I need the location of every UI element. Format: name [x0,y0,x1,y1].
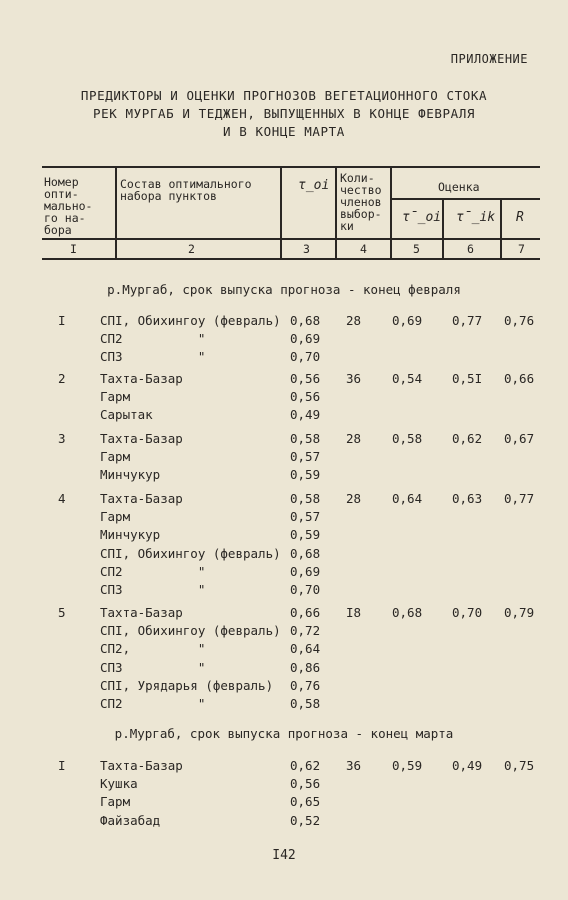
station-name: Тахта-Базар [100,605,183,620]
mean-tau-oi-value: 0,69 [392,313,423,328]
col-number-5: 5 [413,242,420,256]
title-line-1: ПРЕДИКТОРЫ И ОЦЕНКИ ПРОГНОЗОВ ВЕГЕТАЦИОННОГО СТОКА [80,88,488,103]
tau-oi-value: 0,59 [290,467,321,483]
page-number: I42 [272,848,296,863]
station-name: Тахта-Базар [100,371,183,386]
station-name: Гарм [100,449,131,465]
set-number: 2 [58,371,66,386]
mean-tau-oi-value: 0,64 [392,491,423,506]
mean-tau-ik-value: 0,49 [452,758,483,773]
header-sample-size: Коли- чество членов выбор- ки [340,171,382,233]
mean-tau-oi-value: 0,59 [392,758,423,773]
station-name: СПI, Урядарья (февраль) [100,677,274,693]
tau-oi-value: 0,68 [290,545,321,561]
station-name: Тахта-Базар [100,758,183,773]
station-name: СП2, " [100,641,206,657]
header-evaluation: Оценка [438,180,480,194]
mean-tau-ik-value: 0,77 [452,313,483,328]
header-mean-tau-oi: τ̄_oi [402,210,442,225]
col-number-2: 2 [188,242,195,256]
station-name: СПI, Обихингоу (февраль) [100,623,281,639]
tau-oi-value: 0,58 [290,431,321,446]
tau-oi-value: 0,72 [290,623,321,639]
mean-tau-ik-value: 0,70 [452,605,483,620]
header-set-composition: Состав оптимального набора пунктов [120,177,252,203]
station-name: СП3 " [100,582,206,597]
sample-size: 28 [346,491,362,506]
col-number-3: 3 [303,242,310,256]
tau-oi-value: 0,68 [290,313,321,328]
station-name: СП3 " [100,349,206,365]
tau-oi-value: 0,69 [290,331,321,347]
set-number: 3 [58,431,66,446]
tau-oi-value: 0,86 [290,659,321,675]
station-name: Гарм [100,389,131,405]
tau-oi-value: 0,59 [290,527,321,543]
sample-size: 36 [346,758,362,773]
tau-oi-value: 0,56 [290,371,321,386]
station-name: Гарм [100,794,131,810]
station-name: Минчукур [100,467,161,483]
header-set-number: Номер опти- мально- го на- бора [44,175,93,237]
set-number: I [58,758,66,773]
sample-size: 36 [346,371,362,386]
tau-oi-value: 0,66 [290,605,321,620]
tau-oi-value: 0,52 [290,812,321,828]
tau-oi-value: 0,58 [290,696,321,711]
tau-oi-value: 0,57 [290,449,321,465]
station-name: Кушка [100,776,138,792]
col-number-4: 4 [360,242,367,256]
mean-tau-ik-value: 0,5I [452,371,483,386]
sample-size: 28 [346,313,362,328]
station-name: СП2 " [100,696,206,711]
r-value: 0,66 [504,371,535,386]
tau-oi-value: 0,56 [290,776,321,792]
tau-oi-value: 0,57 [290,509,321,525]
r-value: 0,77 [504,491,535,506]
header-r: R [516,210,524,225]
station-name: СПI, Обихингоу (февраль) [100,313,281,328]
tau-oi-value: 0,70 [290,582,321,597]
header-tau-oi: τ_oi [298,178,330,193]
sample-size: 28 [346,431,362,446]
tau-oi-value: 0,62 [290,758,321,773]
tau-oi-value: 0,69 [290,563,321,579]
r-value: 0,76 [504,313,535,328]
mean-tau-oi-value: 0,58 [392,431,423,446]
station-name: Минчукур [100,527,161,543]
col-number-6: 6 [467,242,474,256]
tau-oi-value: 0,49 [290,407,321,423]
station-name: Сарытак [100,407,153,423]
tau-oi-value: 0,64 [290,641,321,657]
sample-size: I8 [346,605,362,620]
col-number-7: 7 [518,242,525,256]
col-number-1: I [70,242,77,256]
set-number: 4 [58,491,66,506]
station-name: СП2 " [100,563,206,579]
station-name: СП3 " [100,659,206,675]
set-number: I [58,313,66,328]
station-name: Гарм [100,509,131,525]
station-name: Файзабад [100,812,161,828]
tau-oi-value: 0,56 [290,389,321,405]
appendix-label: ПРИЛОЖЕНИЕ [450,52,528,66]
header-mean-tau-ik: τ̄_ik [456,210,496,225]
section-title: р.Мургаб, срок выпуска прогноза - конец марта [114,726,454,741]
r-value: 0,79 [504,605,535,620]
title-line-2: РЕК МУРГАБ И ТЕДЖЕН, ВЫПУЩЕННЫХ В КОНЦЕ ФЕВРАЛЯ [93,106,475,121]
tau-oi-value: 0,76 [290,677,321,693]
r-value: 0,67 [504,431,535,446]
tau-oi-value: 0,70 [290,349,321,365]
station-name: СП2 " [100,331,206,347]
title-line-3: И В КОНЦЕ МАРТА [223,124,345,139]
section-title: р.Мургаб, срок выпуска прогноза - конец февраля [107,282,461,297]
mean-tau-ik-value: 0,63 [452,491,483,506]
mean-tau-oi-value: 0,68 [392,605,423,620]
mean-tau-oi-value: 0,54 [392,371,423,386]
r-value: 0,75 [504,758,535,773]
tau-oi-value: 0,58 [290,491,321,506]
station-name: СПI, Обихингоу (февраль) [100,545,281,561]
tau-oi-value: 0,65 [290,794,321,810]
station-name: Тахта-Базар [100,491,183,506]
mean-tau-ik-value: 0,62 [452,431,483,446]
station-name: Тахта-Базар [100,431,183,446]
set-number: 5 [58,605,66,620]
